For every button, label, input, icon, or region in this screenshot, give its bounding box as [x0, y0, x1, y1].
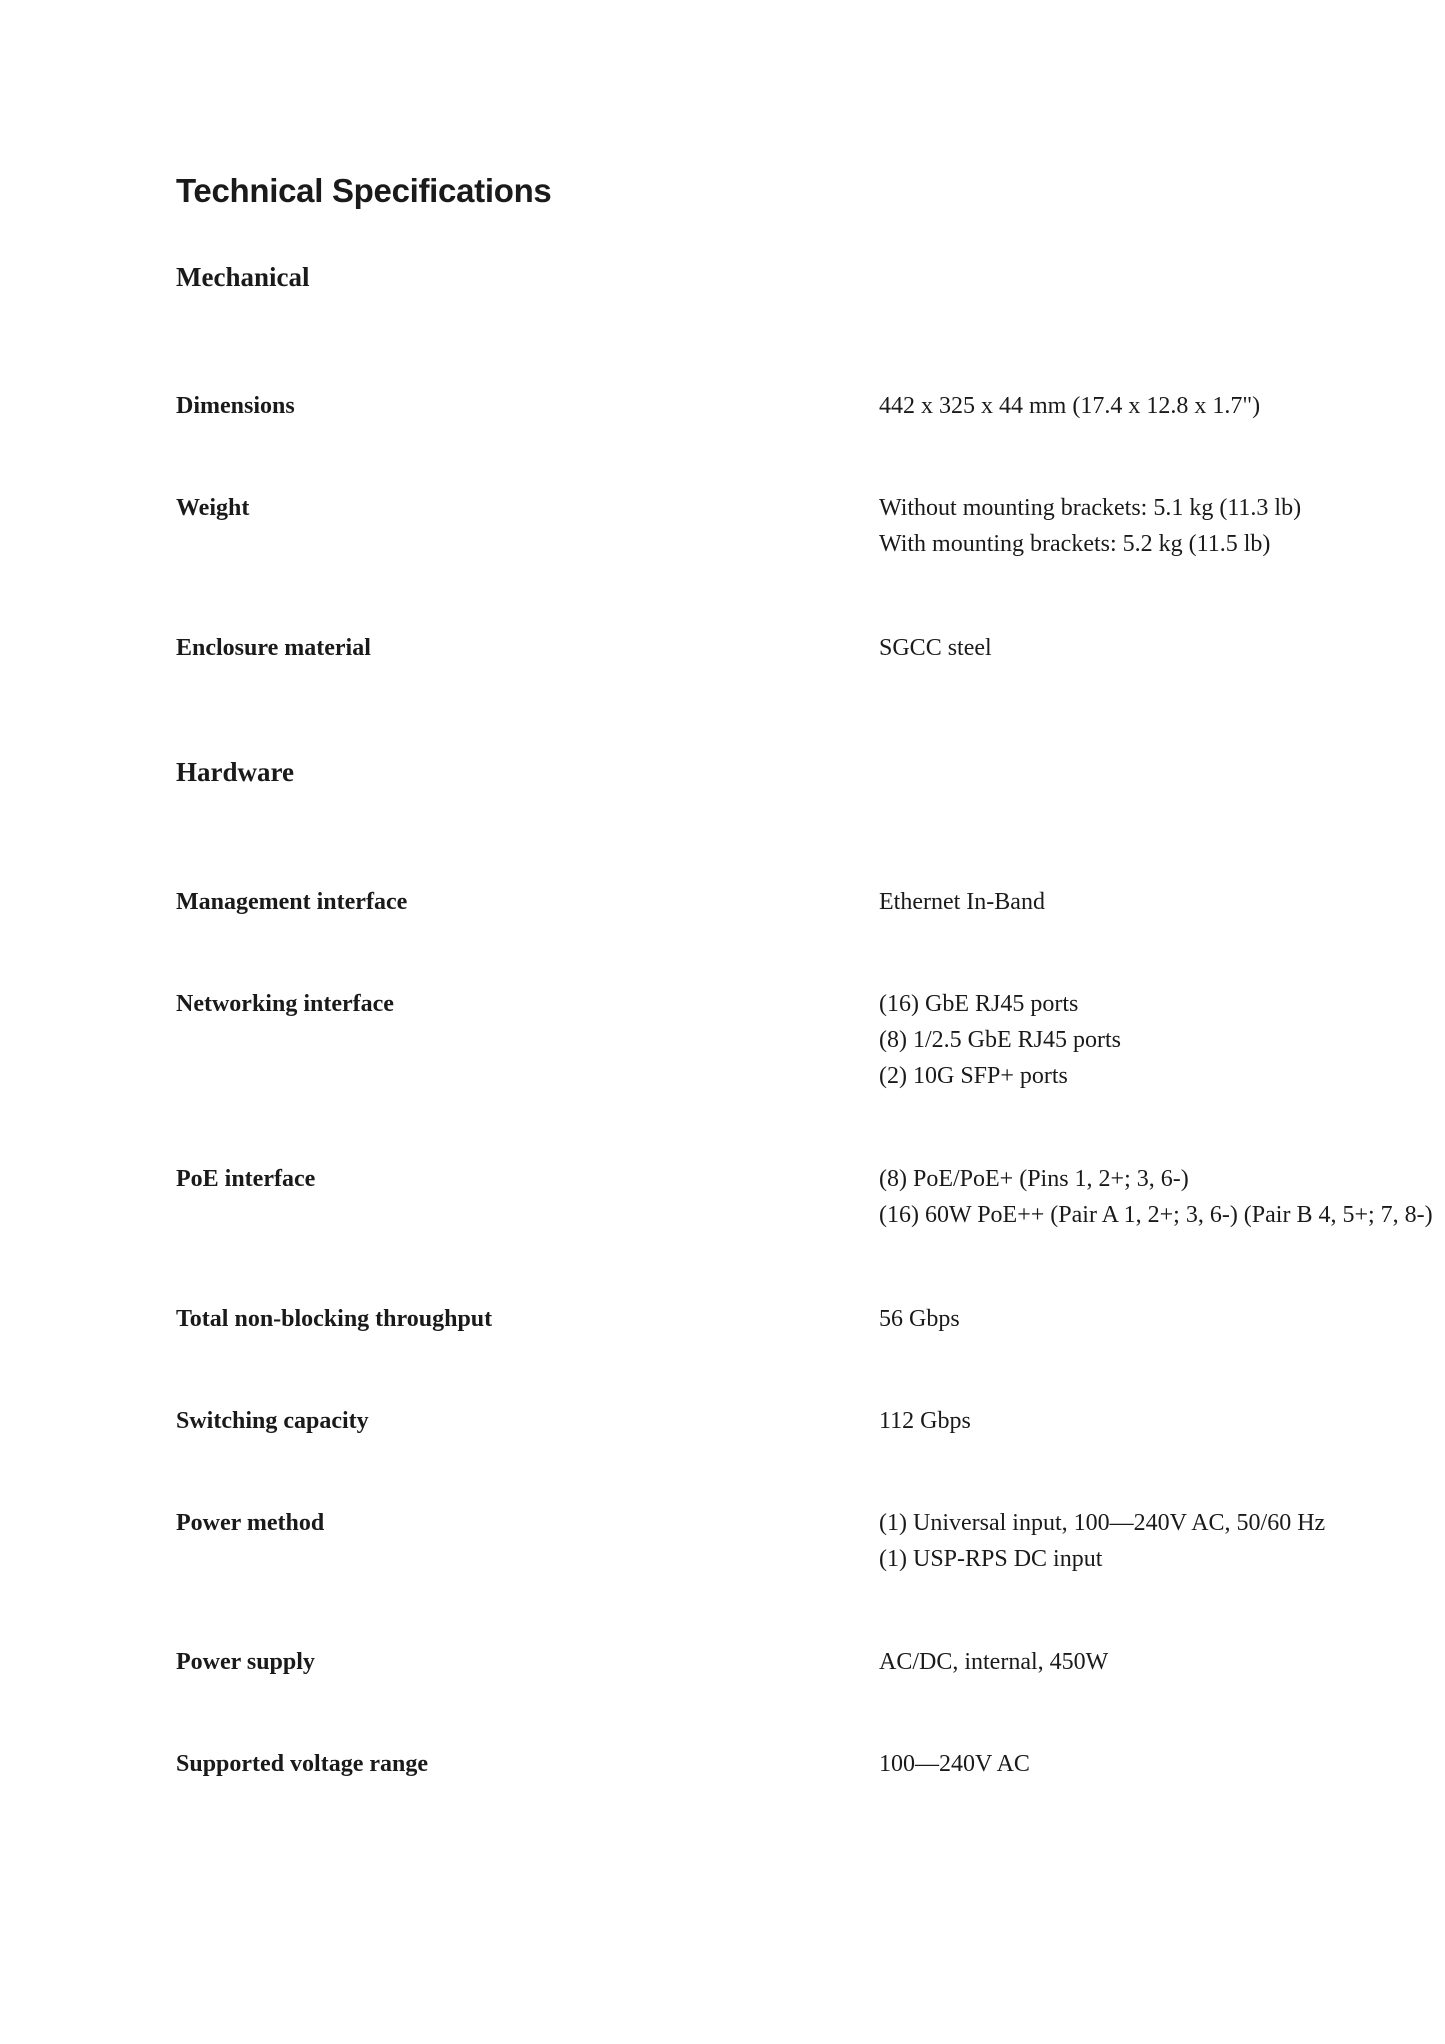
spec-label: Power supply [176, 1649, 315, 1675]
spec-value [879, 490, 1445, 562]
spec-value-line: (2) 10G SFP+ ports [879, 1063, 1068, 1089]
spec-value [879, 1403, 1445, 1439]
spec-label: Supported voltage range [176, 1751, 428, 1777]
spec-value-line: (8) 1/2.5 GbE RJ45 ports [879, 1027, 1121, 1053]
spec-value-line: 442 x 325 x 44 mm (17.4 x 12.8 x 1.7") [879, 393, 1261, 419]
spec-label: Enclosure material [176, 635, 371, 661]
spec-value-line: 112 Gbps [879, 1408, 971, 1434]
spec-value [879, 1644, 1445, 1680]
spec-label: Weight [176, 495, 250, 521]
section-heading-mechanical: Mechanical [176, 262, 310, 292]
spec-value-line: AC/DC, internal, 450W [879, 1649, 1109, 1675]
spec-value [879, 630, 1445, 666]
section-heading-hardware: Hardware [176, 757, 294, 787]
spec-label: Management interface [176, 889, 408, 915]
spec-value [879, 986, 1445, 1094]
spec-value-line: (16) GbE RJ45 ports [879, 991, 1079, 1017]
spec-label: Networking interface [176, 991, 394, 1017]
spec-value-line: SGCC steel [879, 635, 992, 661]
spec-label: Dimensions [176, 393, 295, 419]
spec-value-line: 100—240V AC [879, 1751, 1030, 1777]
spec-value-line: (8) PoE/PoE+ (Pins 1, 2+; 3, 6-) [879, 1166, 1189, 1192]
spec-value [879, 388, 1445, 424]
page-title: Technical Specifications [176, 172, 552, 209]
spec-label: Switching capacity [176, 1408, 369, 1434]
spec-value-line: (1) USP-RPS DC input [879, 1546, 1103, 1572]
spec-value [879, 1746, 1445, 1782]
spec-label: Total non-blocking throughput [176, 1306, 493, 1332]
spec-value-line: (1) Universal input, 100—240V AC, 50/60 Hz [879, 1510, 1326, 1536]
spec-value-line: (16) 60W PoE++ (Pair A 1, 2+; 3, 6-) (Pair B 4, 5+; 7, 8-) [879, 1202, 1433, 1228]
spec-label: Power method [176, 1510, 325, 1536]
spec-value-line: 56 Gbps [879, 1306, 960, 1332]
spec-label: PoE interface [176, 1166, 316, 1192]
spec-value [879, 1161, 1445, 1233]
spec-value-line: Ethernet In-Band [879, 889, 1045, 915]
spec-value [879, 884, 1445, 920]
spec-value-line: Without mounting brackets: 5.1 kg (11.3 lb) [879, 495, 1302, 521]
spec-value-line: With mounting brackets: 5.2 kg (11.5 lb) [879, 531, 1271, 557]
spec-value [879, 1505, 1445, 1577]
spec-value [879, 1301, 1445, 1337]
